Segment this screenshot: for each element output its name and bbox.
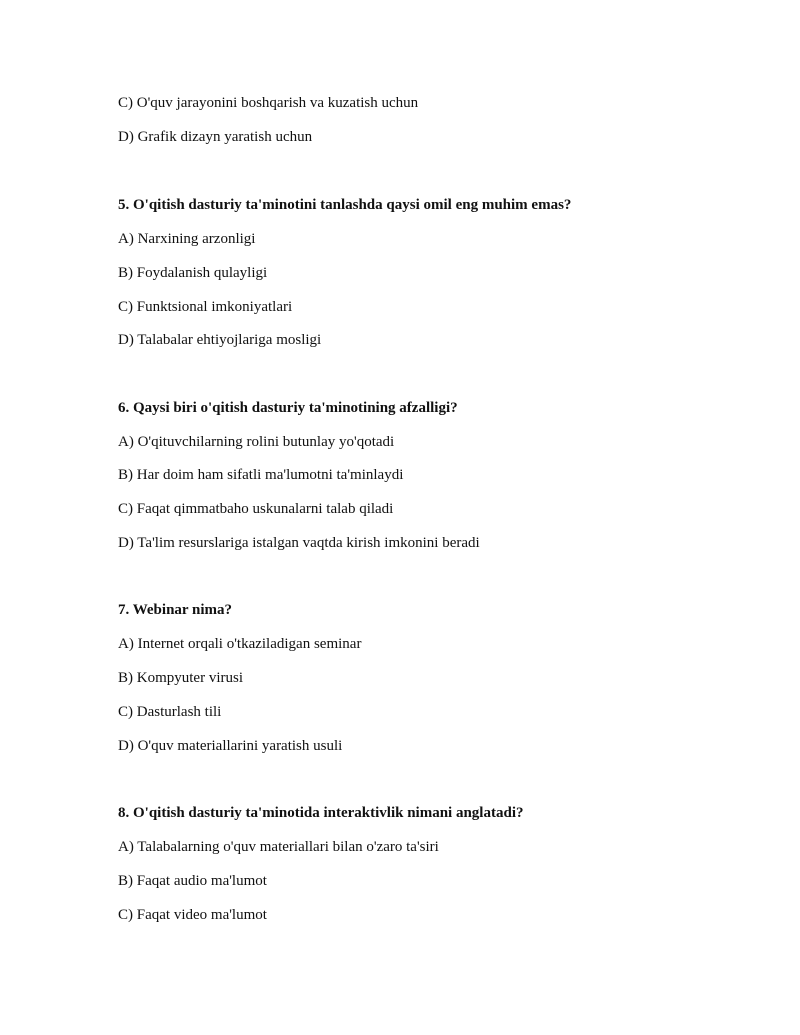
q5-option-c: C) Funktsional imkoniyatlari xyxy=(118,299,293,315)
q6-option-a: A) O'qituvchilarning rolini butunlay yo'qotadi xyxy=(118,434,395,450)
q6-option-c: C) Faqat qimmatbaho uskunalarni talab qiladi xyxy=(118,501,394,517)
q5-option-d: D) Talabalar ehtiyojlariga mosligi xyxy=(118,332,322,348)
question-6: 6. Qaysi biri o'qitish dasturiy ta'minotining afzalligi? xyxy=(118,400,458,416)
q6-option-d: D) Ta'lim resurslariga istalgan vaqtda kirish imkonini beradi xyxy=(118,535,480,551)
q6-option-b: B) Har doim ham sifatli ma'lumotni ta'minlaydi xyxy=(118,467,404,483)
q8-option-c: C) Faqat video ma'lumot xyxy=(118,907,267,923)
q5-option-a: A) Narxining arzonligi xyxy=(118,231,256,247)
q8-option-b: B) Faqat audio ma'lumot xyxy=(118,873,267,889)
option-d-prev: D) Grafik dizayn yaratish uchun xyxy=(118,129,313,145)
q5-option-b: B) Foydalanish qulayligi xyxy=(118,265,268,281)
question-5: 5. O'qitish dasturiy ta'minotini tanlashda qaysi omil eng muhim emas? xyxy=(118,197,572,213)
q7-option-b: B) Kompyuter virusi xyxy=(118,670,243,686)
option-c-prev: C) O'quv jarayonini boshqarish va kuzatish uchun xyxy=(118,95,419,111)
q8-option-a: A) Talabalarning o'quv materiallari bilan o'zaro ta'siri xyxy=(118,839,439,855)
q7-option-d: D) O'quv materiallarini yaratish usuli xyxy=(118,738,343,754)
q7-option-a: A) Internet orqali o'tkaziladigan seminar xyxy=(118,636,362,652)
question-7: 7. Webinar nima? xyxy=(118,602,233,618)
question-8: 8. O'qitish dasturiy ta'minotida interaktivlik nimani anglatadi? xyxy=(118,805,524,821)
q7-option-c: C) Dasturlash tili xyxy=(118,704,222,720)
